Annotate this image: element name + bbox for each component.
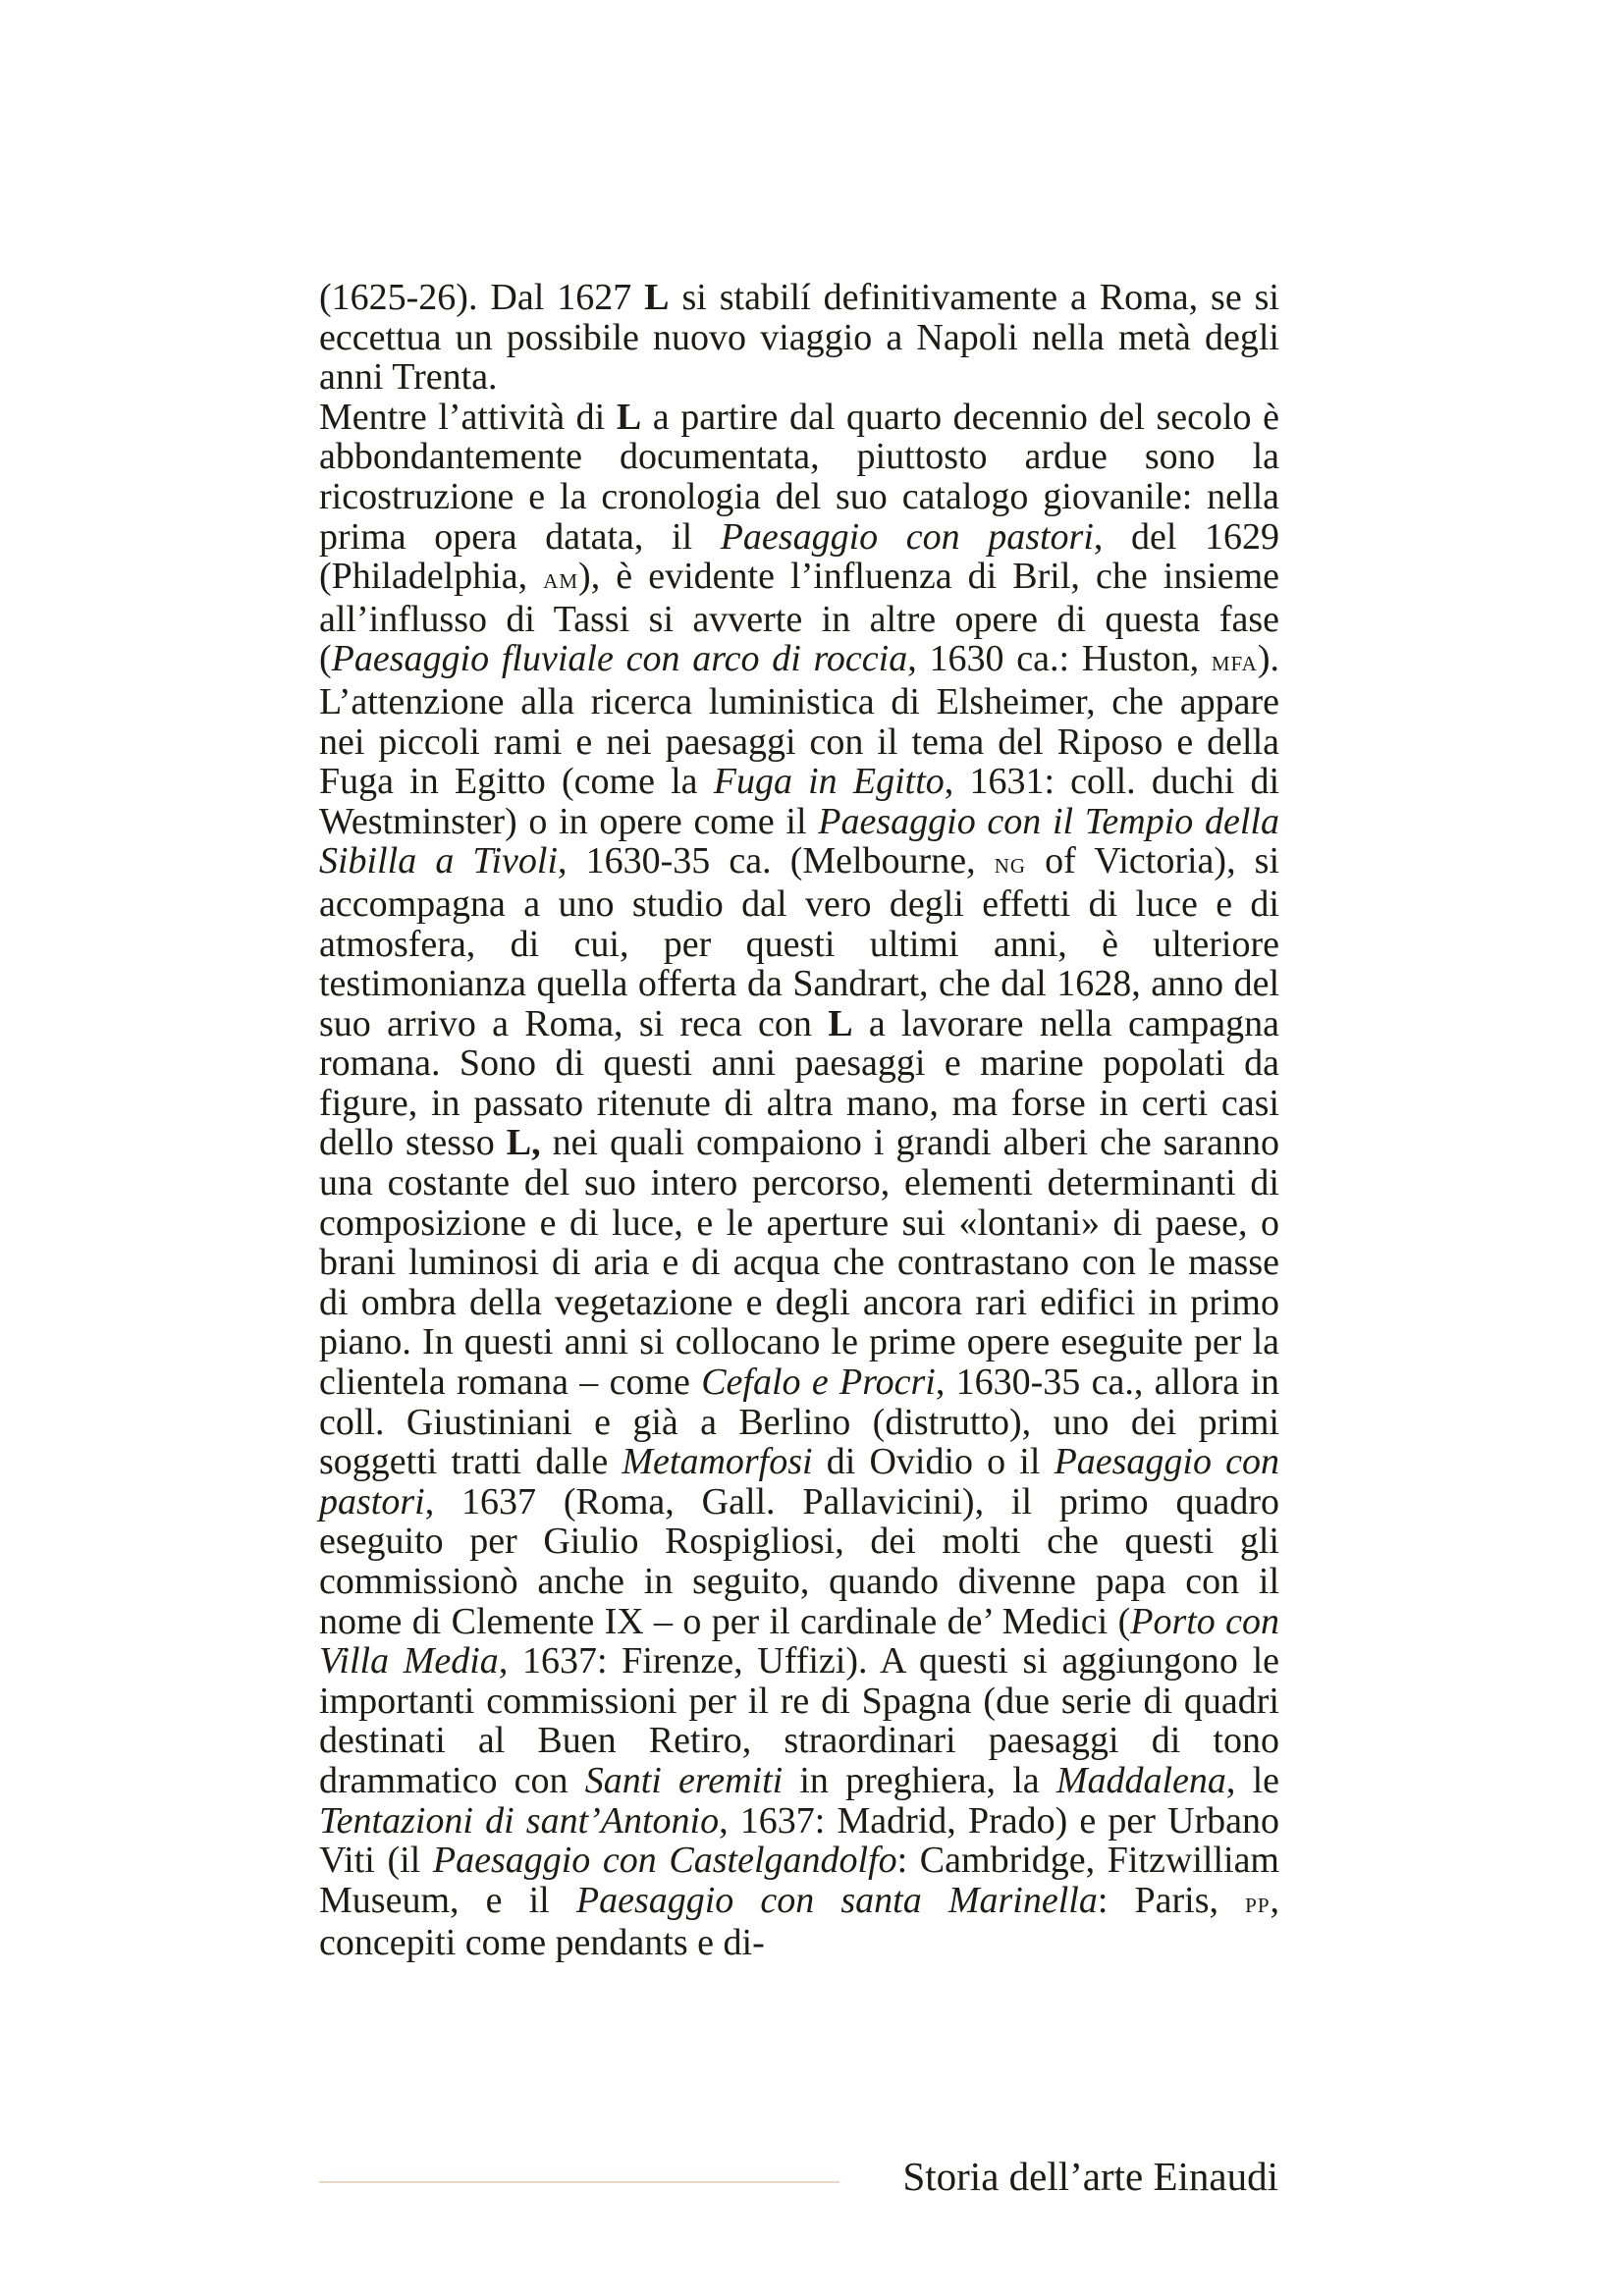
italic-title: Paesaggio con pastori — [319, 1441, 1279, 1522]
paragraph-2 — [319, 398, 1279, 1963]
bold-run: L — [828, 1002, 853, 1044]
body-text — [319, 278, 1279, 1963]
text-run: , 1631: coll. duchi di Westminster) o in opere come il — [319, 761, 1280, 842]
italic-title: Fuga in Egitto — [713, 761, 945, 803]
text-run: nei quali compaiono i grandi alberi che saranno una costante del suo intero percorso, elementi determinanti di composizione e di luce, e le aperture sui «lontani» di paese, o brani luminosi di aria e di acqua che contrastano con le masse di ombra della vegetazione e degli ancora rari edifici in primo piano. In questi anni si collocano le prime opere eseguite per la clientela romana – come — [319, 1122, 1279, 1404]
text-run: : Paris, — [1097, 1879, 1246, 1921]
italic-title: Paesaggio fluviale con arco di roccia — [331, 638, 908, 680]
text-run: : Cambridge, Fitzwilliam Museum, e il — [319, 1840, 1279, 1921]
bold-run: L, — [506, 1122, 541, 1164]
italic-title: Paesaggio con santa Marinella — [575, 1879, 1098, 1921]
bold-run: L — [644, 277, 670, 318]
text-run: di Ovidio o il — [812, 1441, 1055, 1483]
text-run: , 1637: Madrid, Prado) e per Urbano Viti (il — [319, 1799, 1279, 1882]
bold-run: L — [616, 396, 642, 438]
text-run: a lavorare nella campagna romana. Sono di questi anni paesaggi e marine popolati da figure, in passato ritenute di altra mano, ma forse in certi casi dello stesso — [319, 1002, 1279, 1164]
text-run: ), è evidente l’influenza di Bril, che insieme all’influsso di Tassi si avverte in altre opere di questa fase ( — [319, 556, 1279, 680]
text-run: , 1630-35 ca., allora in coll. Giustiniani e già a Berlino (distrutto), uno dei primi soggetti tratti dalle — [319, 1362, 1280, 1483]
text-run: in preghiera, la — [783, 1759, 1056, 1801]
italic-title: Paesaggio con il Tempio della Sibilla a Tivoli — [319, 800, 1279, 882]
text-run: , 1637 (Roma, Gall. Pallavicini), il primo quadro eseguito per Giulio Rospigliosi, dei molti che questi gli commissionò anche in seguito, quando divenne papa con il nome di Clemente IX – o per il cardinale de’ Medici ( — [319, 1480, 1279, 1642]
text-run: Mentre l’attività di — [319, 396, 617, 438]
text-run: ). L’attenzione alla ricerca luministica di Elsheimer, che appare nei piccoli rami e nei paesaggi con il tema del Riposo e della Fuga in Egitto (come la — [319, 638, 1279, 803]
italic-title: Porto con Villa Media — [319, 1600, 1279, 1682]
abbreviation: mfa — [1211, 646, 1258, 678]
text-run: (1625-26). Dal 1627 — [319, 277, 645, 318]
abbreviation: am — [543, 563, 579, 596]
italic-title: Tentazioni di sant’Antonio — [319, 1799, 720, 1842]
text-run: of Victoria), si accompagna a uno studio dal vero degli effetti di luce e di atmosfera, di cui, per questi ultimi anni, è ulteriore testimonianza quella offerta da Sandrart, che dal 1628, anno del suo arrivo a Roma, si reca con — [319, 840, 1280, 1044]
italic-title: Cefalo e Procri — [701, 1362, 936, 1404]
text-run: , 1630 ca.: Huston, — [907, 638, 1212, 680]
text-run: , del 1629 (Philadelphia, — [319, 515, 1279, 598]
italic-title: Paesaggio con Castelgandolfo — [432, 1840, 897, 1882]
abbreviation: ng — [994, 848, 1027, 881]
italic-title: Metamorfosi — [622, 1441, 813, 1483]
italic-title: Paesaggio con pastori — [720, 515, 1094, 558]
text-run: , 1637: Firenze, Uffizi). A questi si aggiungono le importanti commissioni per il re di Spagna (due serie di quadri destinati al Buen Retiro, straordinari paesaggi di tono drammatico con — [319, 1640, 1279, 1801]
text-run: , 1630-35 ca. (Melbourne, — [558, 840, 995, 882]
italic-title: Santi eremiti — [584, 1759, 784, 1801]
footer-title: Storia dell’arte Einaudi — [902, 2154, 1278, 2199]
text-run: , le — [1225, 1759, 1279, 1801]
abbreviation: pp — [1245, 1887, 1271, 1919]
paragraph-1 — [319, 278, 1279, 398]
text-run: a partire dal quarto decennio del secolo è abbondantemente documentata, piuttosto ardue sono la ricostruzione e la cronologia del suo catalogo giovanile: nella prima opera datata, il — [319, 396, 1279, 558]
text-run: , concepiti come pendants e di- — [319, 1879, 1280, 1964]
text-run: si stabilí definitivamente a Roma, se si eccettua un possibile nuovo viaggio a Napoli nella metà degli anni Trenta. — [319, 277, 1279, 399]
footer-rule — [319, 2181, 839, 2183]
italic-title: Maddalena — [1055, 1759, 1226, 1801]
